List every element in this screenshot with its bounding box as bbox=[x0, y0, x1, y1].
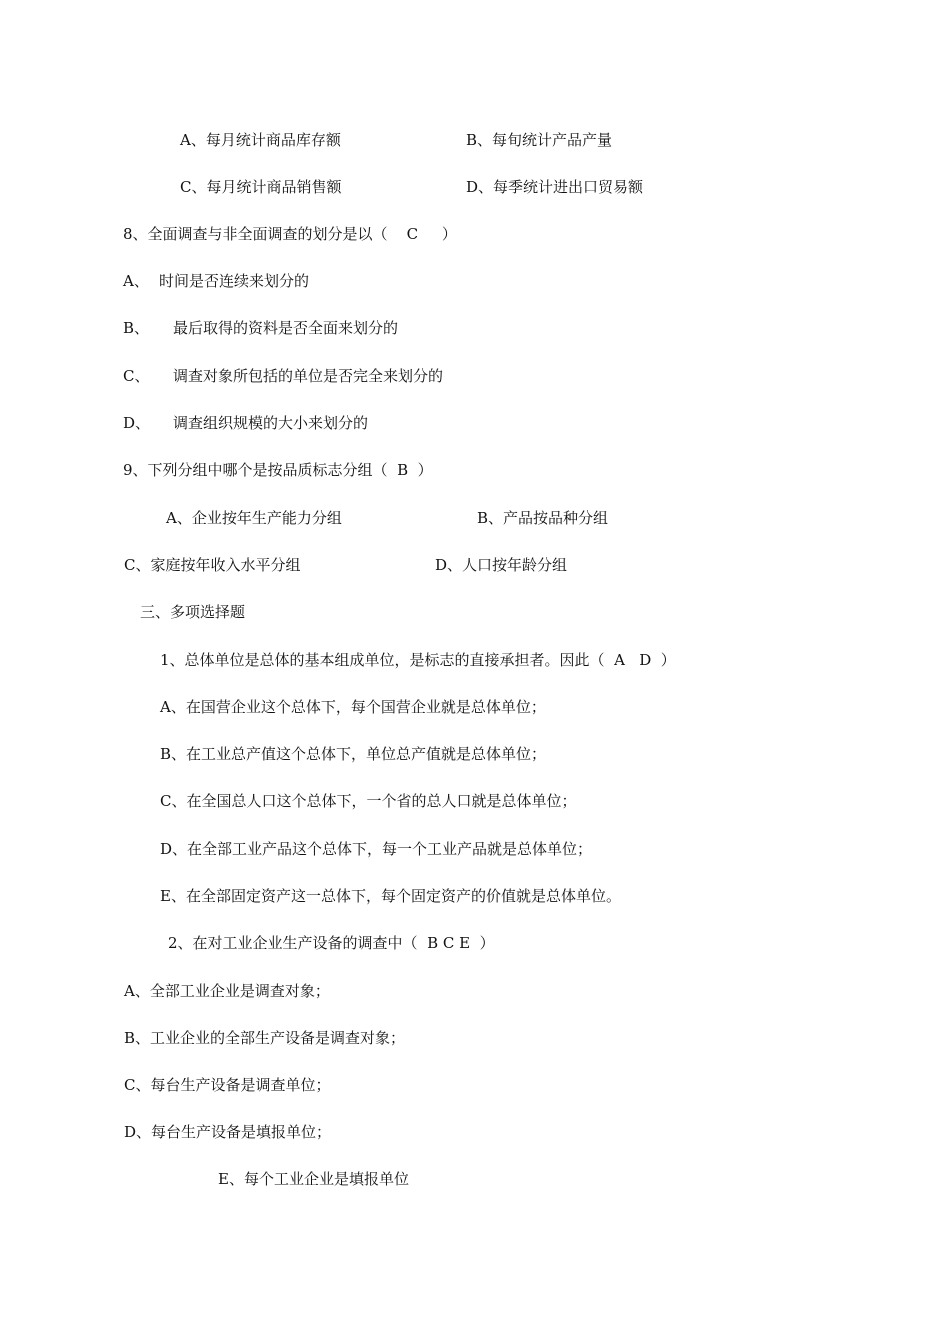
q9-option-b: B、产品按品种分组 bbox=[477, 509, 609, 527]
q8-option-c-letter: C、 bbox=[123, 367, 150, 385]
q8-option-b-letter: B、 bbox=[123, 319, 150, 337]
m1-option-e: E、在全部固定资产这一总体下，每个固定资产的价值就是总体单位。 bbox=[160, 887, 621, 905]
m1-stem: 1、总体单位是总体的基本组成单位，是标志的直接承担者。因此（ A D ） bbox=[160, 651, 676, 669]
q7-option-b: B、每旬统计产品产量 bbox=[466, 131, 613, 149]
q8-stem: 8、全面调查与非全面调查的划分是以（ C ） bbox=[123, 225, 457, 243]
m2-option-d: D、每台生产设备是填报单位； bbox=[124, 1123, 332, 1141]
m2-option-b: B、工业企业的全部生产设备是调查对象； bbox=[124, 1029, 406, 1047]
q9-stem: 9、下列分组中哪个是按品质标志分组（ B ） bbox=[123, 461, 433, 479]
q8-option-b-text: 最后取得的资料是否全面来划分的 bbox=[173, 319, 399, 337]
q8-option-d-text: 调查组织规模的大小来划分的 bbox=[173, 414, 369, 432]
m2-option-a: A、全部工业企业是调查对象； bbox=[124, 982, 330, 1000]
m1-option-c: C、在全国总人口这个总体下，一个省的总人口就是总体单位； bbox=[160, 792, 577, 810]
m2-option-c: C、每台生产设备是调查单位； bbox=[124, 1076, 331, 1094]
m1-option-a: A、在国营企业这个总体下，每个国营企业就是总体单位； bbox=[160, 698, 546, 716]
m1-option-d: D、在全部工业产品这个总体下，每一个工业产品就是总体单位； bbox=[160, 840, 593, 858]
q7-option-c: C、每月统计商品销售额 bbox=[180, 178, 342, 196]
q8-option-a-letter: A、 bbox=[123, 272, 149, 290]
q9-option-c: C、家庭按年收入水平分组 bbox=[124, 556, 301, 574]
q9-option-a: A、企业按年生产能力分组 bbox=[166, 509, 342, 527]
q8-option-d-letter: D、 bbox=[123, 414, 151, 432]
q8-option-a-text: 时间是否连续来划分的 bbox=[159, 272, 310, 290]
q9-option-d: D、人口按年龄分组 bbox=[435, 556, 568, 574]
q7-option-d: D、每季统计进出口贸易额 bbox=[466, 178, 644, 196]
m2-option-e: E、每个工业企业是填报单位 bbox=[218, 1170, 409, 1188]
section-heading: 三、多项选择题 bbox=[140, 603, 246, 621]
m2-stem: 2、在对工业企业生产设备的调查中（ B C E ） bbox=[168, 934, 495, 952]
q7-option-a: A、每月统计商品库存额 bbox=[180, 131, 341, 149]
q8-option-c-text: 调查对象所包括的单位是否完全来划分的 bbox=[173, 367, 444, 385]
m1-option-b: B、在工业总产值这个总体下，单位总产值就是总体单位； bbox=[160, 745, 547, 763]
